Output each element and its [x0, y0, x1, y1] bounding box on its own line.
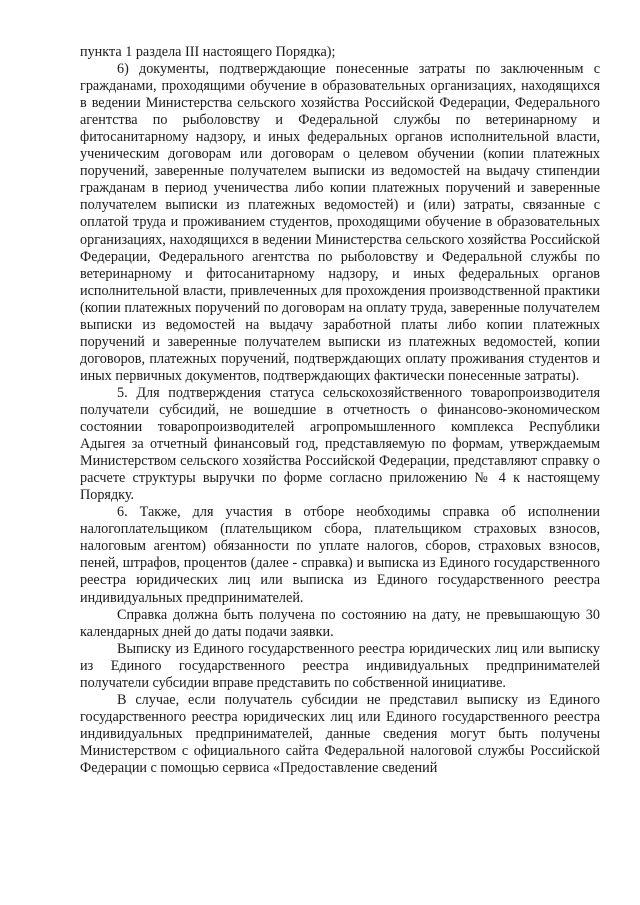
paragraph-5-status-confirmation: 5. Для подтверждения статуса сельскохозяйственного товаропроизводителя получатели субсидий, не вошедшие в отчетность о финансово-экономическом состоянии товаропроизводителей агропромышленного комплекса Республики Адыгея за отчетный финансовый год, представляемую по формам, утверждаемым Министерством сельского хозяйства Российской Федерации, представляют справку о расчете структуры выручки по форме согласно приложению № 4 к настоящему Порядку. [80, 384, 600, 504]
paragraph-certificate-date: Справка должна быть получена по состоянию на дату, не превышающую 30 календарных дней до даты подачи заявки. [80, 606, 600, 640]
paragraph-continuation: пункта 1 раздела III настоящего Порядка); [80, 44, 336, 60]
paragraph-item-6-documents: 6) документы, подтверждающие понесенные затраты по заключенным с гражданами, проходящими обучение в образовательных организациях, находящихся в ведении Министерства сельского хозяйства Российской Федерации, Федерального агентства по рыболовству и Федеральной службы по ветеринарному и фитосанитарному надзору, и иных федеральных органов исполнительной власти, ученическим договорам или договорам о целевом обучении (копии платежных поручений, заверенные получателем выписки из ведомостей на выдачу стипендии гражданам в период ученичества либо копии платежных поручений и заверенные получателем выписки из платежных ведомостей) и (или) затраты, связанные с оплатой труда и проживанием студентов, проходящими обучение в образовательных организациях, находящихся в ведении Министерства сельского хозяйства Российской Федерации, Федерального агентства по рыболовству и Федеральной службы по ветеринарному и фитосанитарному надзору, и иных федеральных органов исполнительной власти, привлеченных для прохождения производственной практики (копии платежных поручений по договорам на оплату труда, заверенные получателем выписки из ведомостей на выдачу заработной платы либо копии платежных поручений и заверенные получателем выписки из платежных ведомостей, копии договоров, платежных поручений, подтверждающих оплату проживания студентов и иных первичных документов, подтверждающих фактически понесенные затраты). [80, 61, 600, 384]
paragraph-extract-initiative: Выписку из Единого государственного реестра юридических лиц или выписку из Единого государственного реестра индивидуальных предпринимателей получатели субсидии вправе представить по собственной инициативе. [80, 640, 600, 691]
document-body [80, 44, 600, 777]
paragraph-tax-service-info: В случае, если получатель субсидии не представил выписку из Единого государственного реестра юридических лиц или Единого государственного реестра индивидуальных предпринимателей, данные сведения могут быть получены Министерством с официального сайта Федеральной налоговой службы Российской Федерации с помощью сервиса «Предоставление сведений [80, 691, 600, 776]
paragraph-6-selection-requirements: 6. Также, для участия в отборе необходимы справка об исполнении налогоплательщиком (плательщиком сбора, плательщиком страховых взносов, налоговым агентом) обязанности по уплате налогов, сборов, страховых взносов, пеней, штрафов, процентов (далее - справка) и выписка из Единого государственного реестра юридических лиц или выписка из Единого государственного реестра индивидуальных предпринимателей. [80, 504, 600, 606]
